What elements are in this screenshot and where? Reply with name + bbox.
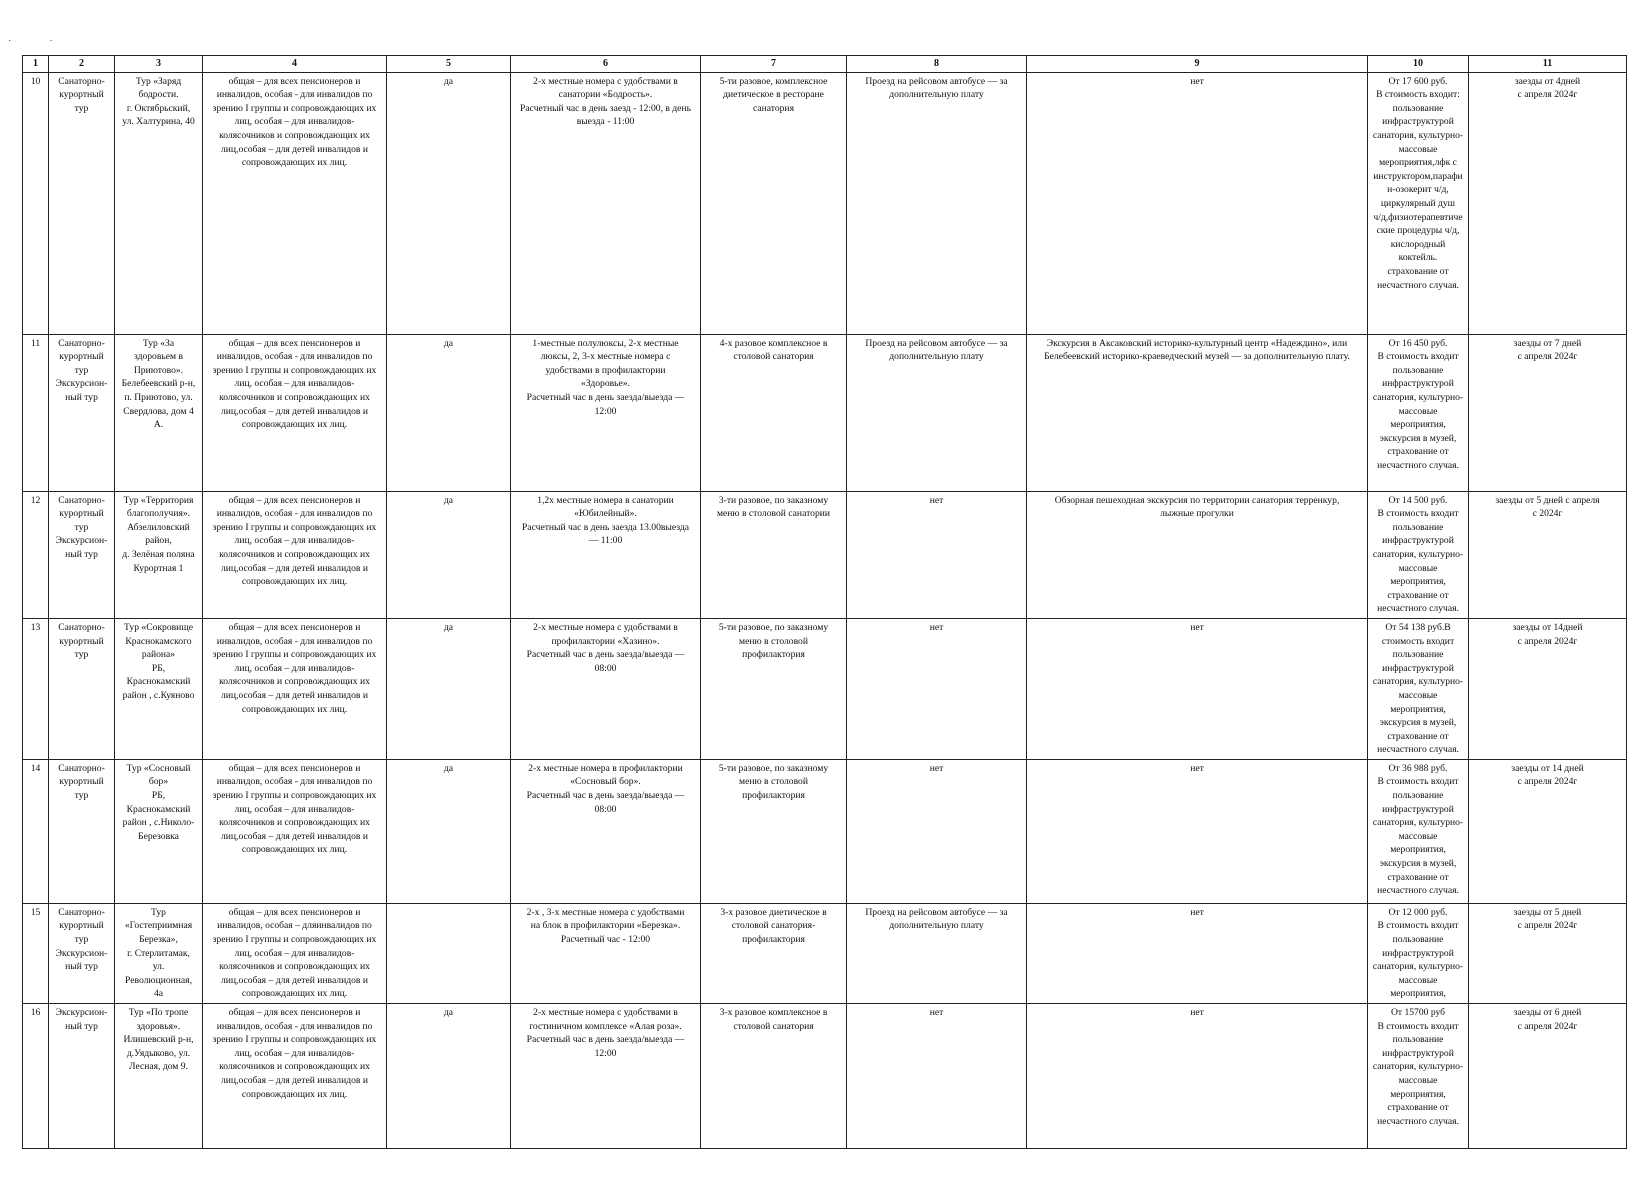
cell-meals: 3-ти разовое, по заказному меню в столовой санатории [701, 491, 847, 618]
cell-category: общая – для всех пенсионеров и инвалидов, особая - для инвалидов по зрению I группы и сопровождающих их лиц, особая – для инвалидов- колясочников и сопровождающих их лиц,особая – для детей инвалидов и сопровождающих их лиц. [203, 72, 387, 334]
cell-meals: 3-х разовое диетическое в столовой санатория- профилактория [701, 903, 847, 1003]
table-row [23, 618, 1627, 759]
cell-category: общая – для всех пенсионеров и инвалидов, особая - для инвалидов по зрению I группы и сопровождающих их лиц, особая – для инвалидов- колясочников и сопровождающих их лиц,особая – для детей инвалидов и сопровождающих их лиц. [203, 618, 387, 759]
cell-accommodation: 2-х местные номера в профилактории «Сосновый бор». Расчетный час в день заезда/выезда — 08:00 [511, 759, 701, 903]
cell-type: Санаторно- курортный тур [49, 759, 115, 903]
cell-price: От 15700 руб В стоимость входит пользование инфраструктурой санатория, культурно- массовые мероприятия, страхование от несчастного случая. [1368, 1004, 1469, 1149]
cell-transport: нет [847, 491, 1027, 618]
cell-excursions: Экскурсия в Аксаковский историко-культурный центр «Надеждино», или Белебеевский историко-краеведческий музей — за дополнительную плату. [1027, 334, 1368, 491]
cell-available: да [387, 618, 511, 759]
cell-type: Санаторно- курортный тур Экскурсион- ный тур [49, 491, 115, 618]
cell-excursions: нет [1027, 1004, 1368, 1149]
header-col-2: 2 [49, 56, 115, 73]
cell-tour: Тур «Сокровище Краснокамского района» РБ, Краснокамский район , с.Куяново [115, 618, 203, 759]
table-row [23, 334, 1627, 491]
cell-tour: Тур «Сосновый бор» РБ, Краснокамский район , с.Николо- Березовка [115, 759, 203, 903]
cell-dates: заезды от 6 дней с апреля 2024г [1469, 1004, 1627, 1149]
header-col-11: 11 [1469, 56, 1627, 73]
cell-available: да [387, 491, 511, 618]
cell-meals: 5-ти разовое, комплексное диетическое в ресторане санатория [701, 72, 847, 334]
table-row [23, 903, 1627, 1003]
cell-excursions: Обзорная пешеходная экскурсия по территории санатория терренкур, лыжные прогулки [1027, 491, 1368, 618]
cell-no: 12 [23, 491, 49, 618]
table-row [23, 72, 1627, 334]
cell-meals: 4-х разовое комплексное в столовой санатория [701, 334, 847, 491]
cell-available: да [387, 334, 511, 491]
cell-excursions: нет [1027, 903, 1368, 1003]
cell-price: От 16 450 руб. В стоимость входит пользование инфраструктурой санатория, культурно- массовые мероприятия, экскурсия в музей, страхование от несчастного случая. [1368, 334, 1469, 491]
header-col-5: 5 [387, 56, 511, 73]
cell-excursions: нет [1027, 618, 1368, 759]
cell-transport: Проезд на рейсовом автобусе — за дополнительную плату [847, 334, 1027, 491]
cell-category: общая – для всех пенсионеров и инвалидов, особая - для инвалидов по зрению I группы и сопровождающих их лиц, особая – для инвалидов- колясочников и сопровождающих их лиц,особая – для детей инвалидов и сопровождающих их лиц. [203, 334, 387, 491]
cell-dates: заезды от 5 дней с апреля 2024г [1469, 903, 1627, 1003]
cell-dates: заезды от 14 дней с апреля 2024г [1469, 759, 1627, 903]
cell-category: общая – для всех пенсионеров и инвалидов, особая - для инвалидов по зрению I группы и сопровождающих их лиц, особая – для инвалидов- колясочников и сопровождающих их лиц,особая – для детей инвалидов и сопровождающих их лиц. [203, 491, 387, 618]
cell-available: да [387, 72, 511, 334]
cell-meals: 3-х разовое комплексное в столовой санатория [701, 1004, 847, 1149]
cell-type: Санаторно- курортный тур [49, 618, 115, 759]
cell-tour: Тур «Гостеприимная Березка», г. Стерлитамак, ул. Революционная, 4а [115, 903, 203, 1003]
cell-accommodation: 2-х , 3-х местные номера с удобствами на блок в профилактории «Березка». Расчетный час - 12:00 [511, 903, 701, 1003]
table-row [23, 491, 1627, 618]
cell-no: 13 [23, 618, 49, 759]
table-row [23, 1004, 1627, 1149]
header-col-1: 1 [23, 56, 49, 73]
cell-category: общая – для всех пенсионеров и инвалидов, особая - для инвалидов по зрению I группы и сопровождающих их лиц, особая – для инвалидов- колясочников и сопровождающих их лиц,особая – для детей инвалидов и сопровождающих их лиц. [203, 1004, 387, 1149]
cell-category: общая – для всех пенсионеров и инвалидов, особая – дляинвалидов по зрению I группы и сопровождающих их лиц, особая – для инвалидов- колясочников и сопровождающих их лиц,особая – для детей инвалидов и сопровождающих их лиц. [203, 903, 387, 1003]
header-col-7: 7 [701, 56, 847, 73]
cell-no: 16 [23, 1004, 49, 1149]
header-col-4: 4 [203, 56, 387, 73]
cell-no: 14 [23, 759, 49, 903]
cell-accommodation: 2-х местные номера с удобствами в гостиничном комплексе «Алая роза». Расчетный час в день заезда/выезда — 12:00 [511, 1004, 701, 1149]
cell-transport: нет [847, 618, 1027, 759]
cell-price: От 36 988 руб. В стоимость входит пользование инфраструктурой санатория, культурно- массовые мероприятия, экскурсия в музей, страхование от несчастного случая. [1368, 759, 1469, 903]
cell-no: 15 [23, 903, 49, 1003]
header-row [23, 56, 1627, 73]
cell-price: От 54 138 руб.В стоимость входит пользование инфраструктурой санатория, культурно- массовые мероприятия, экскурсия в музей, страхование от несчастного случая. [1368, 618, 1469, 759]
cell-type: Экскурсион- ный тур [49, 1004, 115, 1149]
cell-price: От 14 500 руб. В стоимость входит пользование инфраструктурой санатория, культурно- массовые мероприятия, страхование от несчастного случая. [1368, 491, 1469, 618]
cell-price: От 17 600 руб. В стоимость входит: пользование инфраструктурой санатория, культурно- массовые мероприятия,лфк с инструктором,парафи н-озокерит ч/д, циркулярный душ ч/д,физиотерапевтиче ские процедуры ч/д, кислородный коктейль. страхование от несчастного случая. [1368, 72, 1469, 334]
cell-dates: заезды от 5 дней с апреля с 2024г [1469, 491, 1627, 618]
cell-accommodation: 1,2х местные номера в санатории «Юбилейный». Расчетный час в день заезда 13.00выезда — 11:00 [511, 491, 701, 618]
cell-type: Санаторно- курортный тур [49, 72, 115, 334]
header-col-6: 6 [511, 56, 701, 73]
cell-transport: Проезд на рейсовом автобусе — за дополнительную плату [847, 903, 1027, 1003]
cell-accommodation: 1-местные полулюксы, 2-х местные люксы, 2, 3-х местные номера с удобствами в профилактории «Здоровье». Расчетный час в день заезда/выезда — 12:00 [511, 334, 701, 491]
cell-tour: Тур «Территория благополучия». Абзелиловский район, д. Зелёная поляна Курортная 1 [115, 491, 203, 618]
header-col-9: 9 [1027, 56, 1368, 73]
cell-accommodation: 2-х местные номера с удобствами в санатории «Бодрость». Расчетный час в день заезд - 12:00, в день выезда - 11:00 [511, 72, 701, 334]
cell-dates: заезды от 4дней с апреля 2024г [1469, 72, 1627, 334]
cell-transport: нет [847, 1004, 1027, 1149]
cell-category: общая – для всех пенсионеров и инвалидов, особая - для инвалидов по зрению I группы и сопровождающих их лиц, особая – для инвалидов- колясочников и сопровождающих их лиц,особая – для детей инвалидов и сопровождающих их лиц. [203, 759, 387, 903]
cell-available: да [387, 759, 511, 903]
cell-tour: Тур «Заряд бодрости. г. Октябрьский, ул. Халтурина, 40 [115, 72, 203, 334]
cell-meals: 5-ти разовое, по заказному меню в столовой профилактория [701, 759, 847, 903]
tours-table [22, 55, 1627, 1149]
header-col-8: 8 [847, 56, 1027, 73]
header-col-3: 3 [115, 56, 203, 73]
cell-no: 10 [23, 72, 49, 334]
cell-available: да [387, 1004, 511, 1149]
cell-type: Санаторно- курортный тур Экскурсион- ный тур [49, 903, 115, 1003]
cell-available [387, 903, 511, 1003]
cell-tour: Тур «По тропе здоровья». Илишевский р-н, д.Уядыково, ул. Лесная, дом 9. [115, 1004, 203, 1149]
scan-marks: · · [8, 36, 53, 47]
header-col-10: 10 [1368, 56, 1469, 73]
cell-meals: 5-ти разовое, по заказному меню в столовой профилактория [701, 618, 847, 759]
cell-transport: нет [847, 759, 1027, 903]
cell-tour: Тур «За здоровьем в Приютово». Белебеевский р-н, п. Приютово, ул. Свердлова, дом 4 А. [115, 334, 203, 491]
table-row [23, 759, 1627, 903]
cell-no: 11 [23, 334, 49, 491]
cell-dates: заезды от 7 дней с апреля 2024г [1469, 334, 1627, 491]
cell-price: От 12 000 руб. В стоимость входит пользование инфраструктурой санатория, культурно- массовые мероприятия, [1368, 903, 1469, 1003]
cell-accommodation: 2-х местные номера с удобствами в профилактории «Хазино». Расчетный час в день заезда/выезда — 08:00 [511, 618, 701, 759]
cell-transport: Проезд на рейсовом автобусе — за дополнительную плату [847, 72, 1027, 334]
cell-excursions: нет [1027, 72, 1368, 334]
cell-type: Санаторно- курортный тур Экскурсион- ный тур [49, 334, 115, 491]
cell-dates: заезды от 14дней с апреля 2024г [1469, 618, 1627, 759]
cell-excursions: нет [1027, 759, 1368, 903]
